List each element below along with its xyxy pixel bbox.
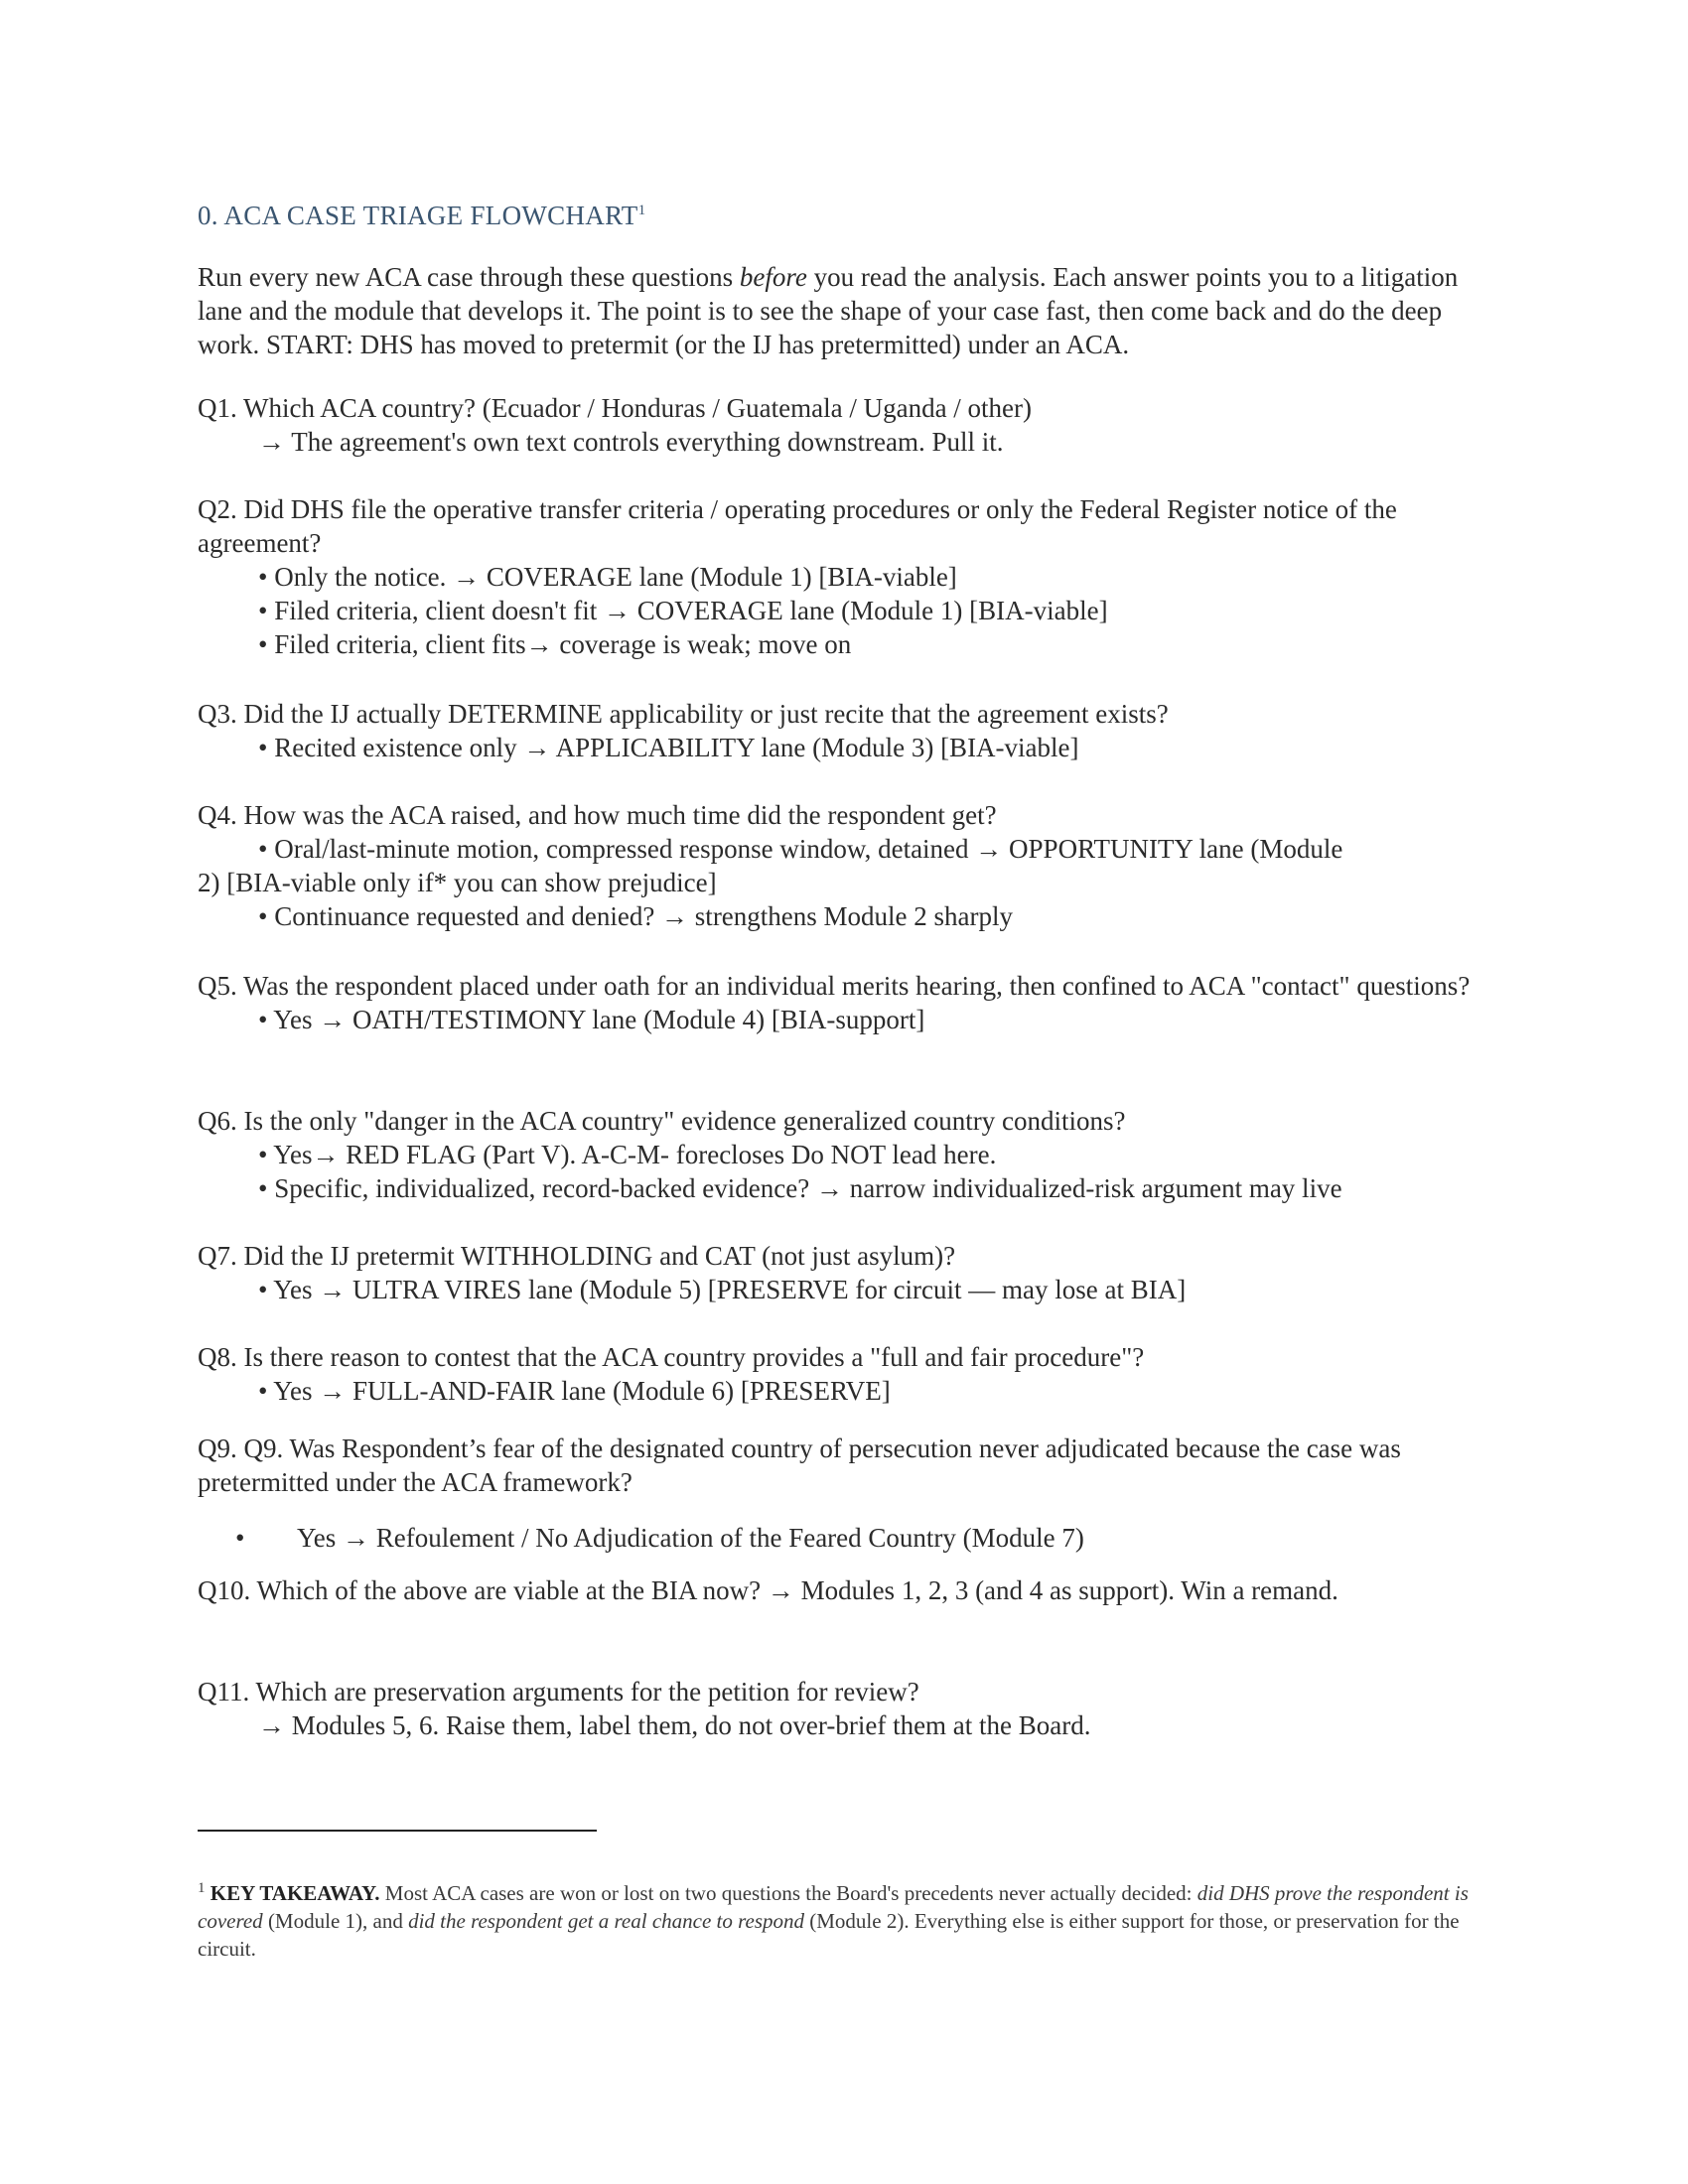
answer-line: • Specific, individualized, record-backed evidence? → narrow individualized-risk argument may live	[258, 1173, 1342, 1203]
question-q2	[198, 492, 1493, 661]
footnote-text: (Module 1), and	[262, 1909, 409, 1933]
answer-line: • Continuance requested and denied? → strengthens Module 2 sharply	[258, 901, 1014, 931]
answer-line: • Yes → FULL-AND-FAIR lane (Module 6) [PRESERVE]	[258, 1376, 891, 1406]
answer-line: • Yes → OATH/TESTIMONY lane (Module 4) [BIA-support]	[258, 1005, 925, 1034]
answer-line: Yes → Refoulement / No Adjudication of the Feared Country (Module 7)	[297, 1523, 1084, 1553]
question-text: Q9. Q9. Was Respondent’s fear of the designated country of persecution never adjudicated because the case was pretermitted under the ACA framework?	[198, 1433, 1401, 1497]
question-q1	[198, 391, 1493, 459]
answer-line: • Filed criteria, client doesn't fit → COVERAGE lane (Module 1) [BIA-viable]	[258, 596, 1108, 625]
question-q8	[198, 1340, 1493, 1408]
footnote-label: KEY TAKEAWAY.	[210, 1881, 380, 1905]
footnote-emphasis: did DHS prove the respondent is covered	[198, 1881, 1469, 1933]
intro-text-1: Run every new ACA case through these questions	[198, 262, 740, 292]
answer-line: • Yes → ULTRA VIRES lane (Module 5) [PRESERVE for circuit — may lose at BIA]	[258, 1275, 1187, 1304]
question-text: Q7. Did the IJ pretermit WITHHOLDING and CAT (not just asylum)?	[198, 1241, 956, 1271]
section-heading	[198, 199, 645, 232]
footnote	[198, 1879, 1493, 1963]
question-q6	[198, 1104, 1493, 1205]
answer-line: → Modules 5, 6. Raise them, label them, do not over-brief them at the Board.	[258, 1710, 1091, 1740]
answer-line-wrap: 2) [BIA-viable only if* you can show prejudice]	[198, 868, 717, 897]
question-text: Q2. Did DHS file the operative transfer criteria / operating procedures or only the Federal Register notice of the agreement?	[198, 494, 1397, 558]
heading-text: 0. ACA CASE TRIAGE FLOWCHART	[198, 201, 638, 230]
question-q10	[198, 1573, 1493, 1607]
question-text: Q10. Which of the above are viable at the BIA now? → Modules 1, 2, 3 (and 4 as support). Win a remand.	[198, 1575, 1338, 1605]
question-q4	[198, 798, 1493, 933]
footnote-emphasis: did the respondent get a real chance to respond	[408, 1909, 804, 1933]
question-text: Q8. Is there reason to contest that the ACA country provides a "full and fair procedure"?	[198, 1342, 1145, 1372]
question-text: Q11. Which are preservation arguments for the petition for review?	[198, 1677, 919, 1706]
footnote-reference[interactable]: 1	[637, 203, 646, 218]
answer-line: • Recited existence only → APPLICABILITY lane (Module 3) [BIA-viable]	[258, 733, 1079, 762]
answer-line: • Filed criteria, client fits→ coverage is weak; move on	[258, 629, 852, 659]
footnote-number: 1	[198, 1880, 206, 1896]
question-q7	[198, 1239, 1493, 1306]
question-text: Q4. How was the ACA raised, and how much time did the respondent get?	[198, 800, 997, 830]
answer-bullet-item	[198, 1521, 1493, 1555]
question-q5	[198, 969, 1493, 1036]
footnote-separator	[198, 1830, 597, 1832]
question-text: Q1. Which ACA country? (Ecuador / Honduras / Guatemala / Uganda / other)	[198, 393, 1033, 423]
answer-line: • Only the notice. → COVERAGE lane (Module 1) [BIA-viable]	[258, 562, 957, 592]
bullet-mark: •	[235, 1523, 245, 1553]
intro-paragraph	[198, 260, 1493, 361]
question-q9	[198, 1432, 1493, 1555]
answer-line: → The agreement's own text controls everything downstream. Pull it.	[258, 427, 1004, 457]
question-text: Q5. Was the respondent placed under oath for an individual merits hearing, then confined to ACA "contact" questions?	[198, 971, 1471, 1001]
footnote-text: (Module 2). Everything else is either support for those, or preservation for the circuit.	[198, 1909, 1460, 1961]
intro-text-2: you read the analysis. Each answer points you to a litigation lane and the module that develops it. The point is to see the shape of your case fast, then come back and do the deep work. START: DHS has moved to pretermit (or the IJ has pretermitted) under an ACA.	[198, 262, 1459, 359]
answer-line: • Oral/last-minute motion, compressed response window, detained → OPPORTUNITY lane (Module	[258, 834, 1343, 864]
intro-emphasis: before	[739, 262, 807, 292]
footnote-text: Most ACA cases are won or lost on two questions the Board's precedents never actually decided:	[379, 1881, 1197, 1905]
answer-line: • Yes→ RED FLAG (Part V). A-C-M- forecloses Do NOT lead here.	[258, 1140, 997, 1169]
question-q11	[198, 1675, 1493, 1742]
question-text: Q6. Is the only "danger in the ACA country" evidence generalized country conditions?	[198, 1106, 1126, 1136]
question-text: Q3. Did the IJ actually DETERMINE applicability or just recite that the agreement exists?	[198, 699, 1169, 729]
question-q3	[198, 697, 1493, 764]
